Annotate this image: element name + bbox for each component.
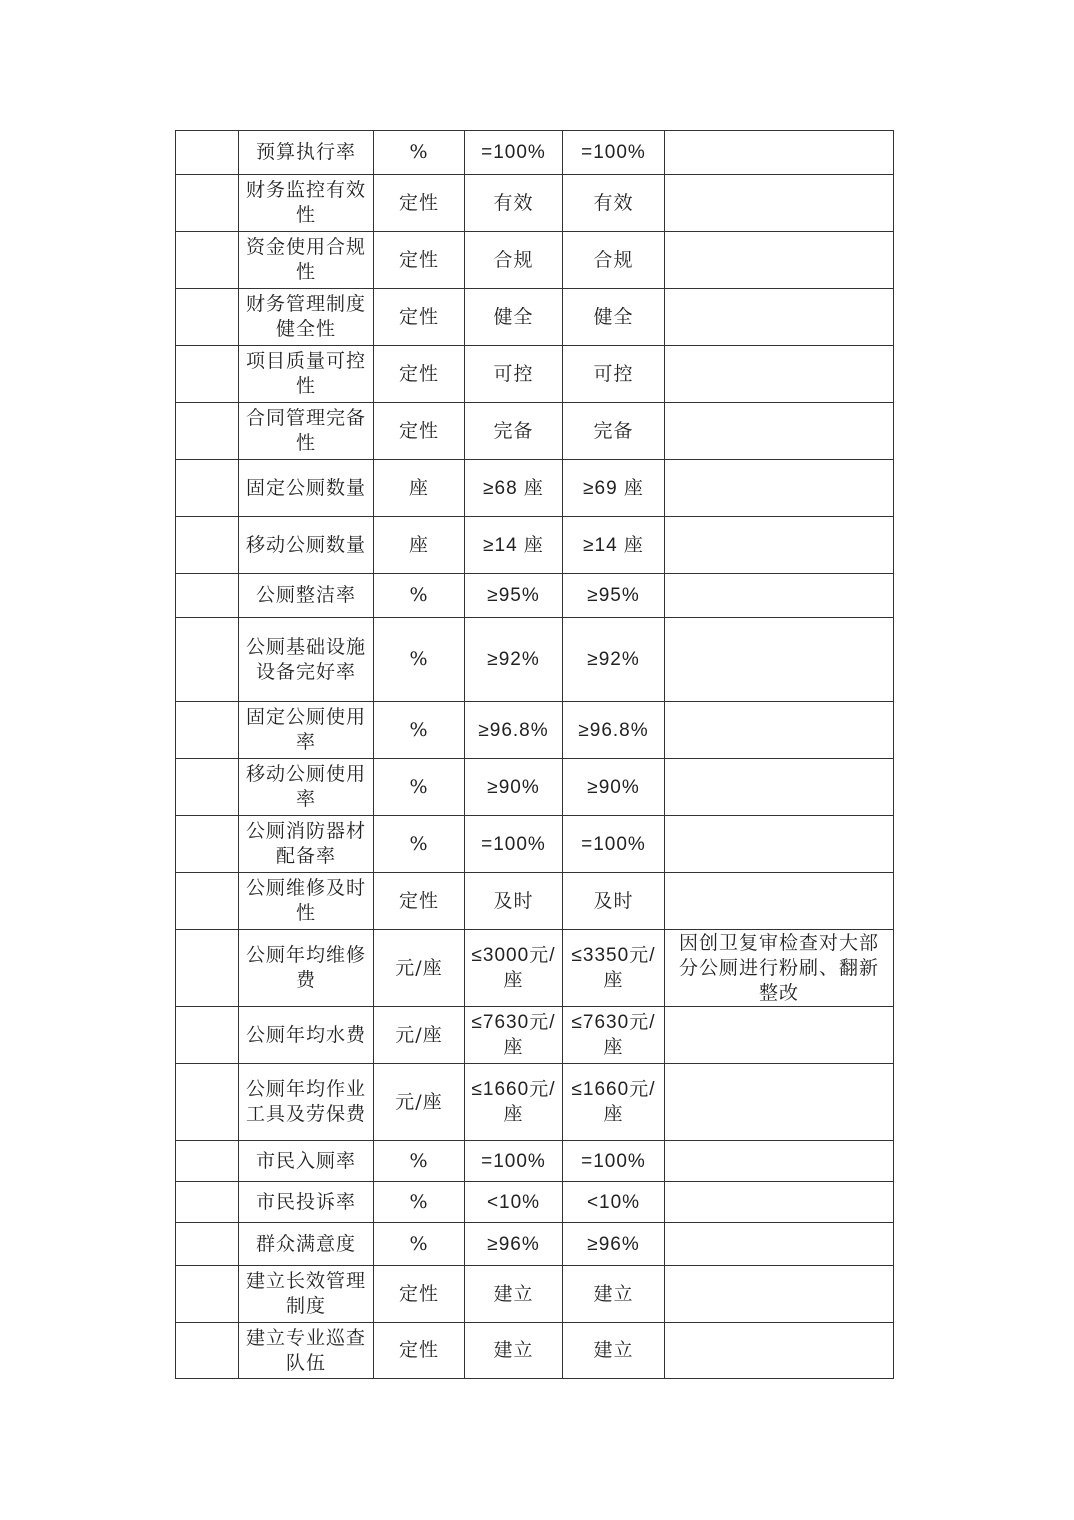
note-cell (665, 232, 894, 289)
unit-cell: % (374, 1223, 465, 1266)
target-value-cell: ≥90% (465, 759, 563, 816)
category-cell (176, 232, 239, 289)
category-cell (176, 759, 239, 816)
actual-value-cell: ≥69 座 (563, 460, 665, 517)
note-cell (665, 346, 894, 403)
table-row (176, 131, 894, 175)
table-row (176, 460, 894, 517)
indicator-name-cell: 建立长效管理制度 (239, 1266, 374, 1323)
category-cell (176, 1007, 239, 1064)
unit-cell: % (374, 618, 465, 702)
category-cell (176, 131, 239, 175)
category-cell (176, 930, 239, 1007)
category-cell (176, 1323, 239, 1379)
indicator-name-cell: 预算执行率 (239, 131, 374, 175)
target-value-cell: 及时 (465, 873, 563, 930)
table-row (176, 1064, 894, 1141)
table-row (176, 346, 894, 403)
actual-value-cell: 合规 (563, 232, 665, 289)
table-row (176, 1007, 894, 1064)
unit-cell: 定性 (374, 289, 465, 346)
indicator-name-cell: 项目质量可控性 (239, 346, 374, 403)
note-cell (665, 289, 894, 346)
target-value-cell: =100% (465, 1141, 563, 1182)
table-row (176, 1182, 894, 1223)
table-row (176, 517, 894, 574)
target-value-cell: ≥92% (465, 618, 563, 702)
category-cell (176, 346, 239, 403)
target-value-cell: ≤7630元/座 (465, 1007, 563, 1064)
category-cell (176, 1223, 239, 1266)
target-value-cell: 健全 (465, 289, 563, 346)
category-cell (176, 618, 239, 702)
actual-value-cell: ≤3350元/座 (563, 930, 665, 1007)
actual-value-cell: ≤7630元/座 (563, 1007, 665, 1064)
category-cell (176, 1182, 239, 1223)
category-cell (176, 175, 239, 232)
note-cell (665, 759, 894, 816)
note-cell (665, 175, 894, 232)
table-row (176, 289, 894, 346)
indicator-name-cell: 公厕基础设施设备完好率 (239, 618, 374, 702)
category-cell (176, 289, 239, 346)
actual-value-cell: 建立 (563, 1323, 665, 1379)
actual-value-cell: 健全 (563, 289, 665, 346)
indicator-name-cell: 固定公厕使用率 (239, 702, 374, 759)
target-value-cell: ≤3000元/座 (465, 930, 563, 1007)
note-cell (665, 403, 894, 460)
target-value-cell: ≥68 座 (465, 460, 563, 517)
table-row (176, 1141, 894, 1182)
indicator-name-cell: 公厕整洁率 (239, 574, 374, 618)
target-value-cell: =100% (465, 816, 563, 873)
note-cell (665, 873, 894, 930)
table-row (176, 618, 894, 702)
target-value-cell: 有效 (465, 175, 563, 232)
indicator-name-cell: 资金使用合规性 (239, 232, 374, 289)
indicator-name-cell: 固定公厕数量 (239, 460, 374, 517)
indicator-name-cell: 群众满意度 (239, 1223, 374, 1266)
target-value-cell: ≥14 座 (465, 517, 563, 574)
actual-value-cell: =100% (563, 131, 665, 175)
note-cell: 因创卫复审检查对大部分公厕进行粉刷、翻新整改 (665, 930, 894, 1007)
unit-cell: 座 (374, 517, 465, 574)
indicator-name-cell: 公厕年均维修费 (239, 930, 374, 1007)
unit-cell: 定性 (374, 873, 465, 930)
actual-value-cell: ≥96.8% (563, 702, 665, 759)
indicator-name-cell: 移动公厕数量 (239, 517, 374, 574)
table-row (176, 702, 894, 759)
note-cell (665, 517, 894, 574)
unit-cell: 元/座 (374, 1064, 465, 1141)
category-cell (176, 873, 239, 930)
note-cell (665, 816, 894, 873)
note-cell (665, 574, 894, 618)
unit-cell: 定性 (374, 1323, 465, 1379)
actual-value-cell: ≥90% (563, 759, 665, 816)
note-cell (665, 702, 894, 759)
actual-value-cell: <10% (563, 1182, 665, 1223)
category-cell (176, 1064, 239, 1141)
unit-cell: % (374, 574, 465, 618)
target-value-cell: 建立 (465, 1266, 563, 1323)
note-cell (665, 1141, 894, 1182)
indicator-name-cell: 公厕年均水费 (239, 1007, 374, 1064)
performance-indicator-table (175, 130, 894, 1379)
indicator-name-cell: 财务管理制度健全性 (239, 289, 374, 346)
target-value-cell: 建立 (465, 1323, 563, 1379)
table-body (176, 131, 894, 1379)
unit-cell: 元/座 (374, 1007, 465, 1064)
note-cell (665, 131, 894, 175)
note-cell (665, 1266, 894, 1323)
category-cell (176, 702, 239, 759)
note-cell (665, 460, 894, 517)
table-row (176, 759, 894, 816)
unit-cell: 定性 (374, 346, 465, 403)
table-row (176, 403, 894, 460)
unit-cell: 座 (374, 460, 465, 517)
category-cell (176, 517, 239, 574)
target-value-cell: ≥96.8% (465, 702, 563, 759)
actual-value-cell: ≥96% (563, 1223, 665, 1266)
actual-value-cell: 完备 (563, 403, 665, 460)
unit-cell: % (374, 702, 465, 759)
unit-cell: 定性 (374, 175, 465, 232)
table-row (176, 816, 894, 873)
category-cell (176, 574, 239, 618)
target-value-cell: ≤1660元/座 (465, 1064, 563, 1141)
target-value-cell: <10% (465, 1182, 563, 1223)
table-row (176, 232, 894, 289)
unit-cell: 定性 (374, 232, 465, 289)
target-value-cell: 完备 (465, 403, 563, 460)
indicator-name-cell: 公厕年均作业工具及劳保费 (239, 1064, 374, 1141)
actual-value-cell: ≥95% (563, 574, 665, 618)
actual-value-cell: =100% (563, 1141, 665, 1182)
table-row (176, 930, 894, 1007)
unit-cell: 定性 (374, 403, 465, 460)
table-row (176, 1266, 894, 1323)
indicator-name-cell: 市民入厕率 (239, 1141, 374, 1182)
indicator-name-cell: 合同管理完备性 (239, 403, 374, 460)
target-value-cell: 可控 (465, 346, 563, 403)
target-value-cell: =100% (465, 131, 563, 175)
unit-cell: % (374, 816, 465, 873)
category-cell (176, 1266, 239, 1323)
unit-cell: % (374, 759, 465, 816)
table-row (176, 574, 894, 618)
note-cell (665, 1007, 894, 1064)
target-value-cell: ≥95% (465, 574, 563, 618)
unit-cell: 定性 (374, 1266, 465, 1323)
indicator-name-cell: 移动公厕使用率 (239, 759, 374, 816)
note-cell (665, 618, 894, 702)
actual-value-cell: 有效 (563, 175, 665, 232)
note-cell (665, 1182, 894, 1223)
actual-value-cell: 可控 (563, 346, 665, 403)
target-value-cell: 合规 (465, 232, 563, 289)
unit-cell: % (374, 1182, 465, 1223)
actual-value-cell: ≥14 座 (563, 517, 665, 574)
indicator-name-cell: 市民投诉率 (239, 1182, 374, 1223)
indicator-name-cell: 公厕维修及时性 (239, 873, 374, 930)
indicator-name-cell: 建立专业巡查队伍 (239, 1323, 374, 1379)
table-row (176, 873, 894, 930)
category-cell (176, 403, 239, 460)
indicator-name-cell: 公厕消防器材配备率 (239, 816, 374, 873)
category-cell (176, 816, 239, 873)
actual-value-cell: 建立 (563, 1266, 665, 1323)
unit-cell: % (374, 131, 465, 175)
note-cell (665, 1323, 894, 1379)
target-value-cell: ≥96% (465, 1223, 563, 1266)
category-cell (176, 460, 239, 517)
note-cell (665, 1223, 894, 1266)
category-cell (176, 1141, 239, 1182)
indicator-name-cell: 财务监控有效性 (239, 175, 374, 232)
actual-value-cell: =100% (563, 816, 665, 873)
actual-value-cell: ≥92% (563, 618, 665, 702)
table-row (176, 1223, 894, 1266)
table-row (176, 175, 894, 232)
table-row (176, 1323, 894, 1379)
unit-cell: 元/座 (374, 930, 465, 1007)
actual-value-cell: 及时 (563, 873, 665, 930)
actual-value-cell: ≤1660元/座 (563, 1064, 665, 1141)
note-cell (665, 1064, 894, 1141)
unit-cell: % (374, 1141, 465, 1182)
